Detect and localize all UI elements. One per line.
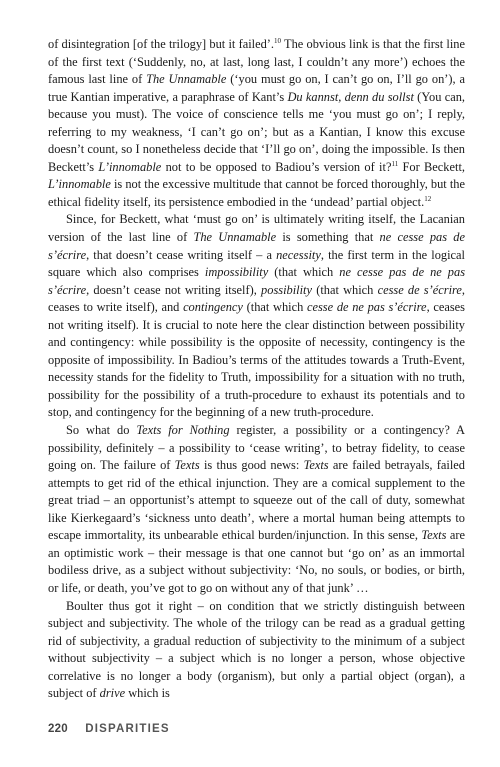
text-run: (that which <box>312 282 378 297</box>
paragraph <box>48 422 465 597</box>
text-run: Since, for Beckett, what ‘must go on’ is ultimately writing itself, the Lacanian version of the last line of <box>48 212 465 245</box>
text-run: (‘you must go on, I can’t go on, I’ll go on’), a true Kantian imperative, a paraphrase of Kant’s <box>48 72 465 104</box>
text-run: , ceases not writing itself). It is crucial to note here the clear distinction between possibility and contingency: while possibility is the opposite of necessity, contingency is the opposite of impossibility. In Badiou’s terms of the attitudes towards a Truth-Event, necessity stands for the fidelity to Truth, impossibility for a situation with no truth, possibility for the possibility of a truth-procedure to exhaust its potentials and to stop, and contingency for the beginning of a new truth-procedure. <box>48 300 465 420</box>
italic-run: impossibility <box>204 265 269 280</box>
footnote-ref: 10 <box>274 37 282 45</box>
text-run: (that which <box>268 265 340 280</box>
italic-run: Texts <box>421 528 447 543</box>
italic-run: contingency <box>183 300 243 315</box>
text-run: is not the excessive multitude that cannot be forced thoroughly, but the ethical fidelity itself, its persistence embodied in the ‘undead’ partial object. <box>48 177 465 209</box>
text-run: , that doesn’t cease writing itself – a <box>86 247 277 262</box>
italic-run: Texts <box>174 458 200 473</box>
italic-run: necessity <box>276 247 321 262</box>
page-footer <box>48 723 170 735</box>
text-run: (You can, because you must). The voice of conscience tells me ‘you must go on’; I reply, referring to my weakness, ‘I can’t go on’; but as a Kantian, I know this excuse doesn’t count, so I nonetheless decide that ‘I’ll go on’, doing the impossible. Is then Beckett’s <box>48 89 465 174</box>
italic-run: possibility <box>261 282 312 297</box>
text-run: , doesn’t cease not writing itself), <box>86 282 262 297</box>
text-run: of disintegration [of the trilogy] but it failed’. <box>48 37 275 51</box>
italic-run: Texts <box>303 458 329 473</box>
paragraph <box>48 598 465 703</box>
italic-run: ne cesse pas de s’écrire <box>48 230 465 262</box>
text-run: is something that <box>276 230 380 245</box>
text-run: are an optimistic work – their message is that one cannot but ‘go on’ as an immortal bodiless drive, as a subject without subjectivity: ‘No, no souls, or bodies, or birth, or life, or death, you’ve got to go on without any of that junk’ … <box>48 528 465 595</box>
text-run: , the first term in the logical square which also comprises <box>48 247 465 280</box>
text-run: (that which <box>242 300 307 315</box>
text-run: , ceases to write itself), and <box>48 282 465 315</box>
italic-run: ne cesse pas de ne pas s’écrire <box>48 265 466 297</box>
text-run: not to be opposed to Badiou’s version of it? <box>161 159 392 174</box>
footnote-ref: 11 <box>391 159 399 168</box>
italic-run: L’innomable <box>48 177 111 192</box>
italic-run: drive <box>99 686 126 701</box>
text-run: which is <box>125 686 170 701</box>
italic-run: Texts for Nothing <box>136 423 230 438</box>
paragraph <box>48 36 465 211</box>
text-run: For Beckett, <box>398 159 465 174</box>
italic-run: The Unnamable <box>146 72 227 87</box>
page-body <box>48 36 465 703</box>
running-head: DISPARITIES <box>85 723 170 735</box>
italic-run: cesse de s’écrire <box>377 282 462 297</box>
text-run: is thus good news: <box>199 458 304 473</box>
italic-run: Du kannst, denn du sollst <box>287 89 414 104</box>
text-run: register, a possibility or a contingency? A possibility, definitely – a possibility to ‘cease writing’, to betray fidelity, to cease going on. The failure of <box>48 423 466 473</box>
italic-run: L’innomable <box>98 159 162 174</box>
text-run: Boulter thus got it right – on condition that we strictly distinguish between subject and subjectivity. The whole of the trilogy can be read as a gradual getting rid of subjectivity, a gradual reduction of subjectivity to the minimum of a subject without subjectivity – a subject which is no longer a person, whose objective correlative is no longer a body (organism), but only a partial object (organ), a subject of <box>48 598 465 701</box>
paragraph <box>48 211 465 422</box>
text-run: So what do <box>66 423 137 438</box>
text-run: are failed betrayals, failed attempts to get rid of the ethical injunction. They are a comical supplement to the great triad – an opportunist’s attempt to squeeze out of the call of duty, somewhat like Kierkegaard’s ‘sickness unto death’, where a mortal human being attempts to escape immortality, its unbearable ethical burden/injunction. In this sense, <box>48 458 465 543</box>
footnote-ref: 12 <box>424 194 432 203</box>
italic-run: cesse de ne pas s’écrire <box>306 300 427 315</box>
italic-run: The Unnamable <box>193 230 277 245</box>
text-run: The obvious link is that the first line of the first text (‘Suddenly, no, at last, long last, I couldn’t any more’) echoes the famous last line of <box>48 37 466 87</box>
page-number: 220 <box>48 723 68 735</box>
